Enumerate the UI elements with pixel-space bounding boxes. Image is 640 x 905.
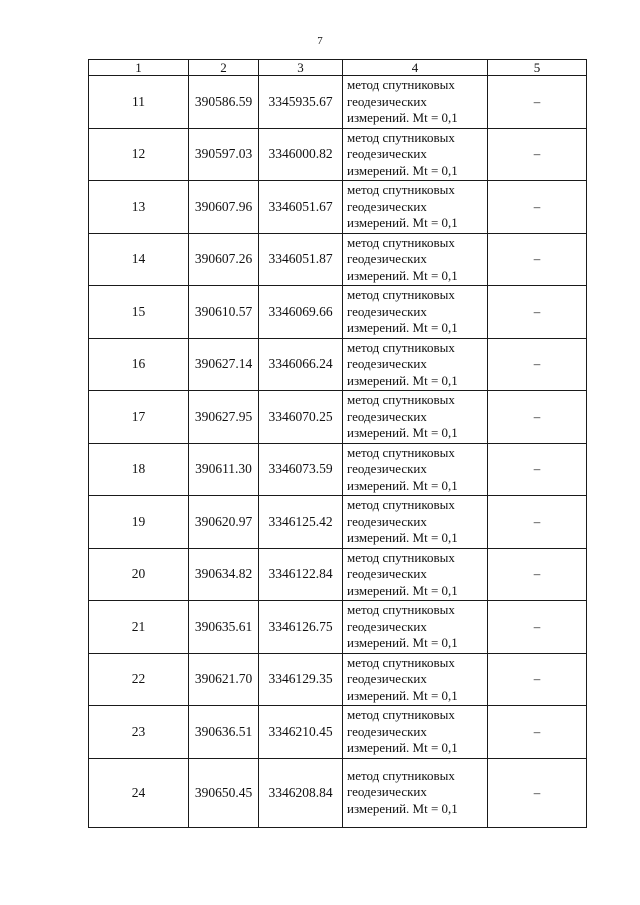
table-row	[89, 653, 587, 706]
y-coordinate-cell: 3346122.84	[259, 548, 343, 601]
table-row	[89, 76, 587, 129]
y-coordinate-cell: 3345935.67	[259, 76, 343, 129]
point-number-cell: 18	[89, 443, 189, 496]
x-coordinate-cell: 390627.14	[189, 338, 259, 391]
method-line-3: измерений. Mt = 0,1	[347, 740, 458, 755]
note-cell: –	[488, 496, 587, 549]
method-line-3: измерений. Mt = 0,1	[347, 267, 458, 283]
y-coordinate-cell: 3346070.25	[259, 391, 343, 444]
method-line-1: метод спутниковых	[347, 707, 455, 722]
x-coordinate-cell: 390635.61	[189, 601, 259, 654]
x-coordinate-cell: 390650.45	[189, 758, 259, 827]
note-cell: –	[488, 601, 587, 654]
note-cell: –	[488, 548, 587, 601]
method-line-2: геодезических	[347, 356, 427, 371]
x-coordinate-cell: 390636.51	[189, 706, 259, 759]
note-cell: –	[488, 233, 587, 286]
method-cell	[343, 601, 488, 654]
method-line-2: геодезических	[347, 513, 427, 529]
method-line-3: измерений. Mt = 0,1	[347, 162, 458, 178]
method-line-1: метод спутниковых	[347, 549, 455, 565]
column-header-4: 4	[343, 60, 488, 76]
point-number-cell: 15	[89, 286, 189, 339]
method-line-3: измерений. Mt = 0,1	[347, 530, 458, 545]
note-cell: –	[488, 706, 587, 759]
method-cell	[343, 758, 488, 827]
note-cell: –	[488, 653, 587, 706]
column-header-5: 5	[488, 60, 587, 76]
method-line-2: геодезических	[347, 146, 427, 161]
method-line-1: метод спутниковых	[347, 287, 455, 302]
x-coordinate-cell: 390611.30	[189, 443, 259, 496]
method-line-3: измерений. Mt = 0,1	[347, 800, 458, 816]
note-cell: –	[488, 286, 587, 339]
column-header-1: 1	[89, 60, 189, 76]
point-number-cell: 22	[89, 653, 189, 706]
y-coordinate-cell: 3346069.66	[259, 286, 343, 339]
x-coordinate-cell: 390620.97	[189, 496, 259, 549]
x-coordinate-cell: 390597.03	[189, 128, 259, 181]
y-coordinate-cell: 3346208.84	[259, 758, 343, 827]
y-coordinate-cell: 3346000.82	[259, 128, 343, 181]
method-cell	[343, 233, 488, 286]
method-line-1: метод спутниковых	[347, 392, 455, 407]
method-cell	[343, 181, 488, 234]
table-row	[89, 181, 587, 234]
method-line-1: метод спутниковых	[347, 602, 455, 617]
point-number-cell: 19	[89, 496, 189, 549]
method-line-3: измерений. Mt = 0,1	[347, 372, 458, 388]
point-number-cell: 16	[89, 338, 189, 391]
method-cell	[343, 391, 488, 444]
method-cell	[343, 548, 488, 601]
method-cell	[343, 76, 488, 129]
method-cell	[343, 128, 488, 181]
table-row	[89, 286, 587, 339]
method-line-2: геодезических	[347, 618, 427, 634]
method-cell	[343, 653, 488, 706]
method-line-3: измерений. Mt = 0,1	[347, 635, 458, 650]
x-coordinate-cell: 390627.95	[189, 391, 259, 444]
method-line-3: измерений. Mt = 0,1	[347, 687, 458, 703]
table-header-row	[89, 60, 587, 76]
note-cell: –	[488, 338, 587, 391]
table-row	[89, 601, 587, 654]
y-coordinate-cell: 3346051.67	[259, 181, 343, 234]
table-row	[89, 496, 587, 549]
page-number: 7	[317, 35, 323, 47]
method-line-3: измерений. Mt = 0,1	[347, 425, 458, 440]
y-coordinate-cell: 3346126.75	[259, 601, 343, 654]
x-coordinate-cell: 390607.96	[189, 181, 259, 234]
point-number-cell: 24	[89, 758, 189, 827]
table-row	[89, 443, 587, 496]
point-number-cell: 12	[89, 128, 189, 181]
table-row	[89, 548, 587, 601]
table-row	[89, 391, 587, 444]
y-coordinate-cell: 3346073.59	[259, 443, 343, 496]
method-line-2: геодезических	[347, 408, 427, 424]
table-row	[89, 128, 587, 181]
x-coordinate-cell: 390621.70	[189, 653, 259, 706]
y-coordinate-cell: 3346129.35	[259, 653, 343, 706]
table-row	[89, 758, 587, 827]
method-line-1: метод спутниковых	[347, 234, 455, 250]
table-row	[89, 338, 587, 391]
x-coordinate-cell: 390634.82	[189, 548, 259, 601]
y-coordinate-cell: 3346125.42	[259, 496, 343, 549]
table-row	[89, 706, 587, 759]
method-line-2: геодезических	[347, 566, 427, 581]
point-number-cell: 11	[89, 76, 189, 129]
method-line-3: измерений. Mt = 0,1	[347, 477, 458, 493]
method-line-1: метод спутниковых	[347, 497, 455, 512]
method-cell	[343, 706, 488, 759]
method-line-1: метод спутниковых	[347, 77, 455, 92]
point-number-cell: 13	[89, 181, 189, 234]
method-line-2: геодезических	[347, 461, 427, 476]
note-cell: –	[488, 391, 587, 444]
method-cell	[343, 338, 488, 391]
method-line-3: измерений. Mt = 0,1	[347, 582, 458, 598]
point-number-cell: 21	[89, 601, 189, 654]
table-row	[89, 233, 587, 286]
method-line-2: геодезических	[347, 303, 427, 319]
note-cell: –	[488, 181, 587, 234]
note-cell: –	[488, 76, 587, 129]
method-line-2: геодезических	[347, 198, 427, 214]
method-line-1: метод спутниковых	[347, 444, 455, 460]
method-cell	[343, 496, 488, 549]
coordinates-table	[88, 59, 587, 828]
method-line-3: измерений. Mt = 0,1	[347, 320, 458, 335]
method-line-1: метод спутниковых	[347, 339, 455, 355]
y-coordinate-cell: 3346210.45	[259, 706, 343, 759]
method-line-3: измерений. Mt = 0,1	[347, 110, 458, 125]
point-number-cell: 14	[89, 233, 189, 286]
point-number-cell: 17	[89, 391, 189, 444]
y-coordinate-cell: 3346066.24	[259, 338, 343, 391]
column-header-3: 3	[259, 60, 343, 76]
method-line-2: геодезических	[347, 671, 427, 686]
note-cell: –	[488, 443, 587, 496]
method-line-3: измерений. Mt = 0,1	[347, 215, 458, 230]
x-coordinate-cell: 390610.57	[189, 286, 259, 339]
point-number-cell: 23	[89, 706, 189, 759]
column-header-2: 2	[189, 60, 259, 76]
y-coordinate-cell: 3346051.87	[259, 233, 343, 286]
x-coordinate-cell: 390607.26	[189, 233, 259, 286]
method-line-2: геодезических	[347, 784, 427, 800]
method-line-2: геодезических	[347, 251, 427, 266]
method-line-1: метод спутниковых	[347, 129, 455, 145]
point-number-cell: 20	[89, 548, 189, 601]
method-line-1: метод спутниковых	[347, 654, 455, 670]
method-cell	[343, 286, 488, 339]
note-cell: –	[488, 758, 587, 827]
note-cell: –	[488, 128, 587, 181]
method-line-1: метод спутниковых	[347, 767, 455, 783]
method-line-1: метод спутниковых	[347, 182, 455, 197]
method-line-2: геодезических	[347, 93, 427, 109]
method-cell	[343, 443, 488, 496]
x-coordinate-cell: 390586.59	[189, 76, 259, 129]
method-line-2: геодезических	[347, 723, 427, 739]
